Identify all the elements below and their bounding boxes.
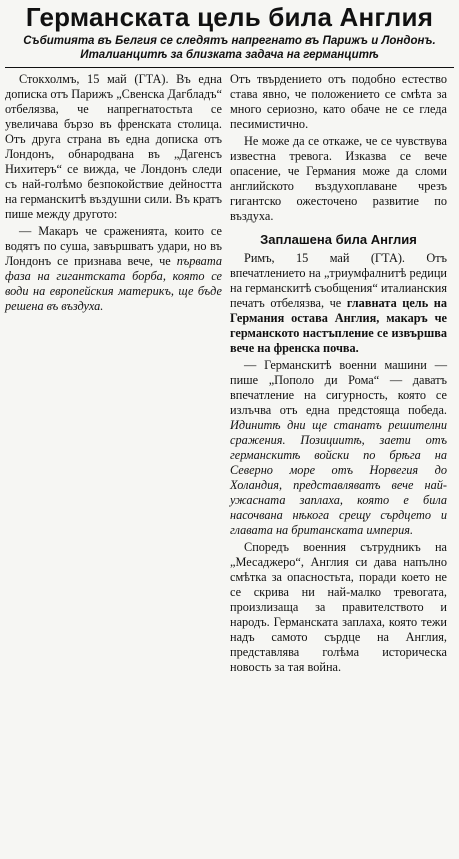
paragraph-quote: [5, 224, 222, 314]
paragraph-rome: [230, 251, 447, 356]
subheadline: Събитията въ Белгия се следятъ напрегнато въ Парижъ и Лондонъ. Италианцитѣ за близката задача на германцитѣ: [23, 35, 436, 61]
quote-text: — Макаръ че сраженията, които се водятъ по суша, завършватъ удари, но въ Лондонъ се признава вече, че: [5, 224, 222, 268]
paragraph-messaggero: Споредъ военния сътрудникъ на „Месаджеро“, Англия си дава напълно смѣтка за опасностьта, поради което не се скрива ни най-малко тревогата, произлизаща за правителството и народъ. Германската заплаха, която тежи надъ самото сърдце на Англия, представлява голѣма историческа новость за тая война.: [230, 540, 447, 674]
headline: Германската цель била Англия: [25, 2, 434, 32]
popolo-italic: Идинитѣ дни ще станатъ решителни сражения. Позициитѣ, заети отъ германскитѣ войски по брѣга на Северно море отъ Норвегия до Холандия, представляватъ вече най-ужасната заплаха, която е била насочвана нѣкога срещу сърдцето и главата на британската империя.: [230, 418, 447, 537]
column-left: [5, 72, 222, 677]
rome-text: Римъ, 15 май (ГТА). Отъ впечатлението на „триумфалнитѣ редици на германскитѣ съобщения“ италианския печатъ отбелязва, че: [230, 251, 447, 310]
quote-italic: първата фаза на гигантската борба, която се води на европейския материкъ, ще бъде решена въ въздуха.: [5, 254, 222, 313]
rome-bold: главната цель на Германия остава Англия, макаръ че германското настъпление се извършва вече на френска почва.: [230, 296, 447, 355]
article-columns: [5, 72, 454, 677]
section-heading: Заплашена била Англия: [260, 232, 417, 247]
popolo-text: — Германскитѣ военни машини — пише „Пополо ди Рома“ — даватъ впечатление на сигурность, която се излъчва отъ една предстояща победа.: [230, 358, 447, 417]
divider: [5, 67, 454, 68]
paragraph-popolo: [230, 358, 447, 538]
paragraph-concern: Не може да се откаже, че се чувствува известна тревога. Изказва се вече опасение, че Германия може да сломи английското въздухоплаване чрезъ гигантско ожесточено развитие по въздуха.: [230, 134, 447, 223]
paragraph-intro: Стокхолмъ, 15 май (ГТА). Въ една дописка отъ Парижъ „Свенска Дагбладъ“ отбелязва, че напрегнатостьта се увеличава бързо въ френската столица. Отъ друга страна въ една дописка отъ Лондонъ, обнародвана въ „Дагенсъ Нихитеръ“ се вижда, че Лондонъ следи съ най-голѣмо безпокойствие дейността на германскитѣ въздушни сили. Въ кратъ пише между другото:: [5, 72, 222, 221]
column-right: [230, 72, 447, 677]
paragraph-continued: Отъ твърдението отъ подобно естество става явно, че положението се смѣта за много сериозно, като обаче не се гледа песимистично.: [230, 72, 447, 131]
